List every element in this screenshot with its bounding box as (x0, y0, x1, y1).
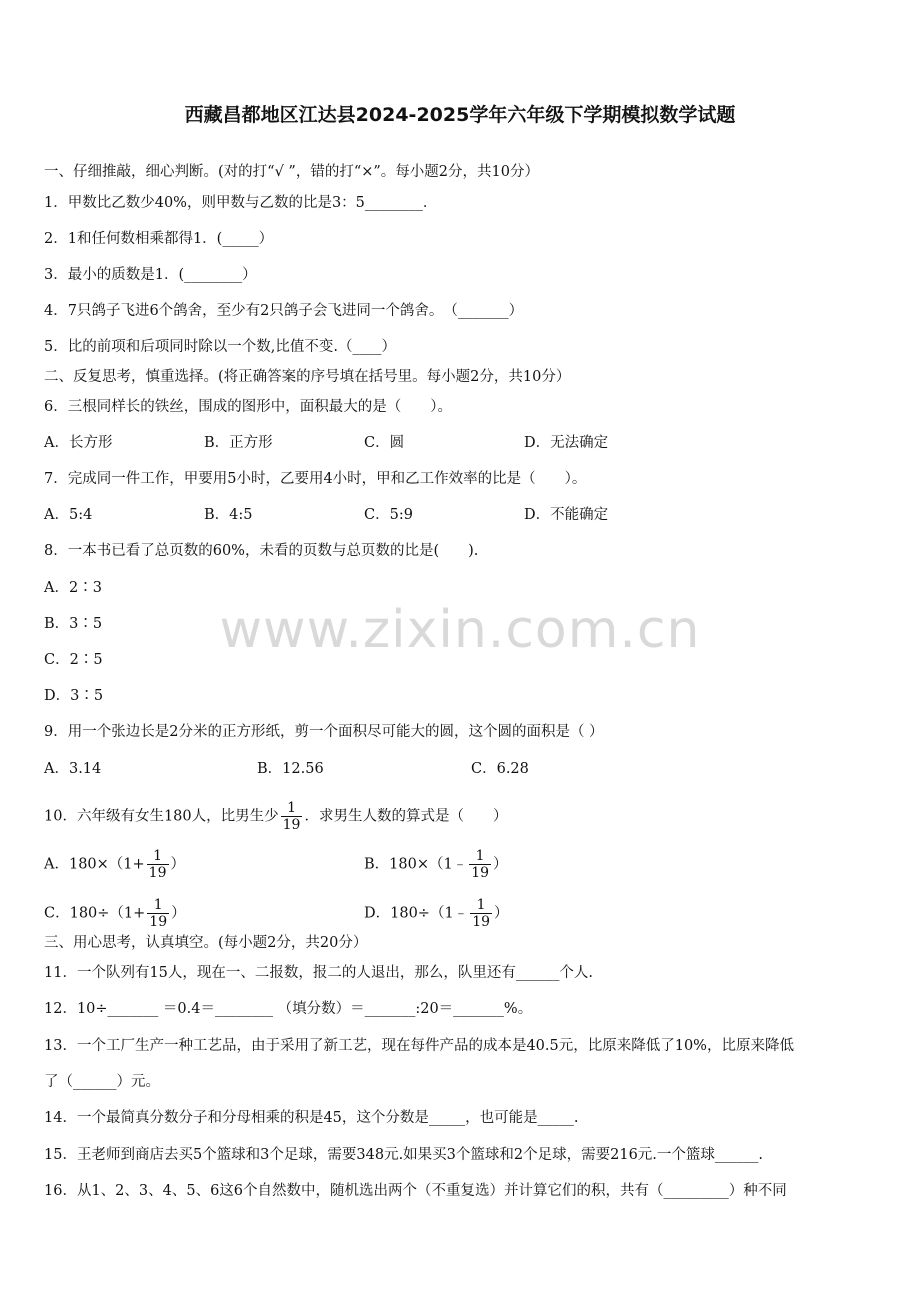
section-1-heading: 一、仔细推敲，细心判断。(对的打“√ ”，错的打“×”。每小题2分，共10分） (44, 164, 539, 180)
q8-option-d: D．3∶5 (44, 688, 104, 704)
fraction-numerator: 1 (469, 848, 491, 865)
question-13-line-1: 13．一个工厂生产一种工艺品，由于采用了新工艺，现在每件产品的成本是40.5元，比原来降低了10%，比原来降低 (44, 1038, 794, 1054)
question-10-text-end: ．求男生人数的算式是（ ） (304, 808, 508, 825)
watermark: www.zixin.com.cn (219, 600, 701, 660)
q9-option-c: C．6.28 (471, 761, 529, 777)
q8-option-b: B．3∶5 (44, 616, 103, 632)
question-13-line-2: 了（______）元。 (44, 1074, 160, 1090)
q6-option-c: C．圆 (364, 435, 405, 451)
question-16: 16．从1、2、3、4、5、6这6个自然数中，随机选出两个（不重复选）并计算它们的积，共有（_________）种不同 (44, 1183, 787, 1199)
fraction (470, 897, 492, 930)
section-3-heading: 三、用心思考，认真填空。(每小题2分，共20分） (44, 935, 368, 951)
option-text: D．180÷（1﹣ (364, 905, 469, 922)
question-2: 2．1和任何数相乘都得1．(_____） (44, 231, 274, 247)
q7-option-c: C．5:9 (364, 507, 413, 523)
q7-option-a: A．5:4 (44, 507, 93, 523)
question-9: 9．用一个张边长是2分米的正方形纸，剪一个面积尽可能大的圆，这个圆的面积是（ ） (44, 724, 604, 740)
question-10 (44, 800, 507, 833)
q8-option-c: C．2∶5 (44, 652, 103, 668)
option-text-end: ） (171, 905, 186, 922)
q10-option-d (364, 897, 509, 930)
q10-option-a (44, 848, 185, 881)
q10-option-c (44, 897, 186, 930)
fraction-denominator: 19 (282, 817, 301, 833)
q6-option-a: A．长方形 (44, 435, 113, 451)
question-14: 14．一个最简真分数分子和分母相乘的积是45，这个分数是_____，也可能是_____. (44, 1110, 579, 1126)
fraction-denominator: 19 (471, 865, 490, 881)
question-12: 12．10÷_______ ＝0.4＝________ （填分数）＝_______:20＝_______%。 (44, 1001, 533, 1017)
fraction (469, 848, 491, 881)
fraction-denominator: 19 (148, 865, 167, 881)
q6-option-d: D．无法确定 (524, 435, 609, 451)
fraction-numerator: 1 (147, 897, 169, 914)
q7-option-b: B．4:5 (204, 507, 253, 523)
fraction-denominator: 19 (149, 914, 168, 930)
option-text: B．180×（1﹣ (364, 856, 468, 873)
fraction (147, 848, 169, 881)
page-title: 西藏昌都地区江达县2024-2025学年六年级下学期模拟数学试题 (184, 104, 736, 126)
option-text-end: ） (170, 856, 185, 873)
option-text-end: ） (493, 856, 508, 873)
fraction-numerator: 1 (470, 897, 492, 914)
fraction-numerator: 1 (147, 848, 169, 865)
fraction-numerator: 1 (281, 800, 303, 817)
option-text: A．180×（1+ (44, 856, 145, 873)
q7-option-d: D．不能确定 (524, 507, 609, 523)
section-2-heading: 二、反复思考，慎重选择。(将正确答案的序号填在括号里。每小题2分，共10分） (44, 369, 571, 385)
question-11: 11．一个队列有15人，现在一、二报数，报二的人退出，那么，队里还有______个人. (44, 965, 594, 981)
question-6: 6．三根同样长的铁丝，围成的图形中，面积最大的是（ ）。 (44, 399, 452, 415)
question-15: 15．王老师到商店去买5个篮球和3个足球，需要348元.如果买3个篮球和2个足球，需要216元.一个篮球______. (44, 1147, 764, 1163)
fraction (281, 800, 303, 833)
q9-option-a: A．3.14 (44, 761, 102, 777)
option-text: C．180÷（1+ (44, 905, 146, 922)
question-3: 3．最小的质数是1．(________） (44, 267, 257, 283)
question-4: 4．7只鸽子飞进6个鸽舍，至少有2只鸽子会飞进同一个鸽舍。 （_______） (44, 303, 524, 319)
question-8: 8．一本书已看了总页数的60%，未看的页数与总页数的比是( ). (44, 543, 479, 559)
fraction-denominator: 19 (472, 914, 491, 930)
fraction (147, 897, 169, 930)
option-text-end: ） (494, 905, 509, 922)
q10-option-b (364, 848, 508, 881)
q6-option-b: B．正方形 (204, 435, 273, 451)
q8-option-a: A．2∶3 (44, 580, 102, 596)
question-1: 1．甲数比乙数少40%，则甲数与乙数的比是3：5________． (44, 195, 438, 211)
question-7: 7．完成同一件工作，甲要用5小时，乙要用4小时，甲和乙工作效率的比是（ ）。 (44, 471, 587, 487)
question-10-text: 10．六年级有女生180人，比男生少 (44, 808, 279, 825)
q9-option-b: B．12.56 (257, 761, 324, 777)
question-5: 5．比的前项和后项同时除以一个数,比值不变.（____） (44, 339, 396, 355)
